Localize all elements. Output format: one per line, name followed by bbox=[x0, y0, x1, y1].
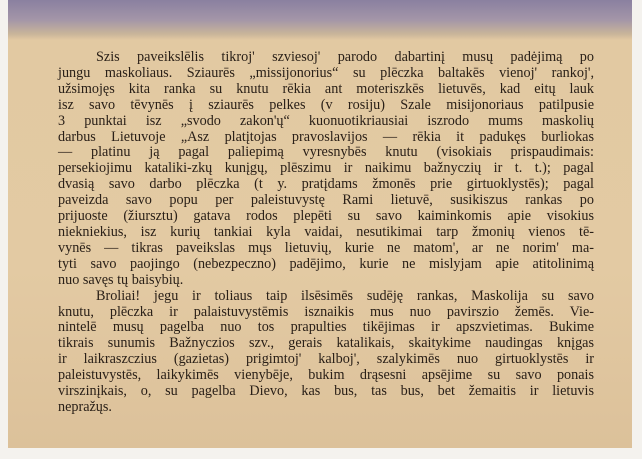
scanned-page bbox=[8, 0, 632, 448]
text-line: ir laikraszczius (gazietas) prigimtoj' kalboj', szalykimēs nuo girtuoklystēs ir bbox=[58, 351, 594, 368]
text-line: persekiojimu kataliki-zkų kunįgų, plēszimu ir naikimu bažnyczių ir t. t.); pagal bbox=[58, 160, 594, 177]
text-line: niekniekius, isz kurių tankiai kyla vaidai, nesutikimai tarp žmonių vienos tē- bbox=[58, 223, 594, 240]
text-line: jungu maskoliaus. Sziaurēs „missijonorius“ su plēczka baltakēs vienoj' rankoj', bbox=[58, 64, 594, 81]
text-line: nuo savęs tų baisybių. bbox=[58, 271, 184, 288]
text-line: knutu, plēczka ir palaistuvystēmis isznaikis mus nuo pavirszio žemēs. Vie- bbox=[58, 303, 594, 320]
text-line: isz savo tēvynēs į sziaurēs pelkes (v rosiju) Szale misijonoriaus patilpusie bbox=[58, 96, 594, 113]
text-line: Broliai! jegu ir toliaus taip ilsēsimēs sudēję rankas, Maskolija su savo bbox=[96, 287, 594, 304]
text-line: virszinįkais, o, su pagelba Dievo, kas bus, tas bus, bet žemaitis ir lietuvis bbox=[58, 383, 594, 400]
text-line: dvasią savo darbo plēczka (t y. pratįdams žmonēs prie girtuoklystēs); pagal bbox=[58, 176, 594, 193]
text-line: užsimojęs kita ranka su knutu rēkia ant moteriszkēs lietuvēs, kad eitų lauk bbox=[58, 80, 594, 97]
text-line: nepražųs. bbox=[58, 398, 112, 415]
text-line: nintelē musų pagelba nuo tos prapulties tikējimas ir apszvietimas. Bukime bbox=[58, 319, 594, 336]
body-text bbox=[58, 50, 594, 416]
text-line: darbus Lietuvoje „Asz platįtojas pravoslavijos — rēkia it padukęs burliokas bbox=[58, 128, 594, 145]
text-line: prijuoste (žiursztu) gatava rodos plepēti su savo kaiminkomis apie visokius bbox=[58, 208, 594, 225]
text-line: vynēs — tikras paveikslas mųs lietuvių, kurie ne matom', ar ne norim' ma- bbox=[58, 239, 594, 256]
text-line: 3 punktai isz „svodo zakon'ų“ kuonuotikriausiai iszrodo mums maskolių bbox=[58, 112, 594, 129]
text-line: tikrais sunumis Bažnyczios szv., gerais katalikais, skaitykime naudingas knįgas bbox=[58, 335, 594, 352]
text-line: tyti savo paojingo (nebezpeczno) padējimo, kurie ne mislyjam apie atitolinimą bbox=[58, 255, 594, 272]
text-line: paleistuvystēs, laikykimēs vienybēje, bukim drąsesni apsējime su savo ponais bbox=[58, 367, 594, 384]
text-line: Szis paveikslēlis tikroj' szviesoj' parodo dabartinį musų padėjimą po bbox=[96, 49, 594, 65]
text-line: — platinu ją pagal paliepimą vyresnybēs knutu (visokiais prispaudimais: bbox=[58, 144, 594, 161]
text-line: paveizda savo popu per paleistuvystę Rami lietuvē, susikiszus rankas po bbox=[58, 192, 594, 209]
